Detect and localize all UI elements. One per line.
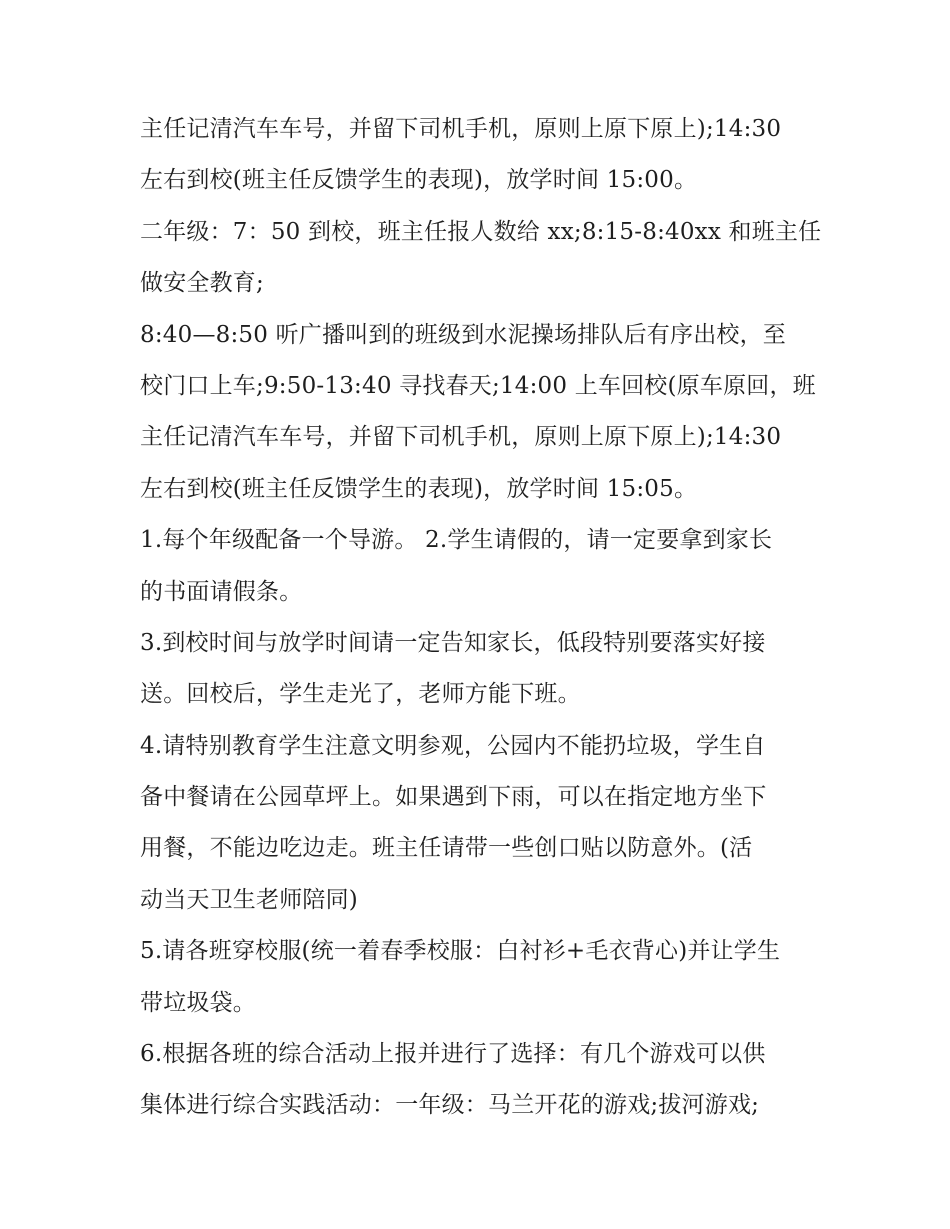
text-line: 校门口上车;9:50-13:40 寻找春天;14:00 上车回校(原车原回，班 [140, 372, 816, 399]
text-line: 主任记清汽车车号，并留下司机手机，原则上原下原上);14:30 [140, 116, 782, 142]
text-line: 二年级：7：50 到校，班主任报人数给 xx;8:15-8:40xx 和班主任 [140, 218, 822, 245]
document-body [140, 104, 820, 1132]
text-line: 送。回校后，学生走光了，老师方能下班。 [140, 681, 581, 708]
text-line: 的书面请假条。 [140, 578, 303, 605]
text-line: 带垃圾袋。 [140, 989, 256, 1016]
text-line: 8:40—8:50 听广播叫到的班级到水泥操场排队后有序出校，至 [140, 321, 787, 348]
text-line: 1.每个年级配备一个导游。 2.学生请假的，请一定要拿到家长 [140, 527, 773, 554]
text-line: 左右到校(班主任反馈学生的表现)，放学时间 15:05。 [140, 475, 698, 502]
text-line: 动当天卫生老师陪同) [140, 886, 358, 913]
text-line: 集体进行综合实践活动：一年级：马兰开花的游戏;拔河游戏; [140, 1092, 760, 1119]
text-line: 左右到校(班主任反馈学生的表现)，放学时间 15:00。 [140, 167, 698, 194]
text-line: 用餐，不能边吃边走。班主任请带一些创口贴以防意外。(活 [140, 835, 753, 862]
text-line: 3.到校时间与放学时间请一定告知家长，低段特别要落实好接 [140, 629, 766, 656]
text-line: 备中餐请在公园草坪上。如果遇到下雨，可以在指定地方坐下 [140, 784, 767, 811]
text-line: 6.根据各班的综合活动上报并进行了选择：有几个游戏可以供 [140, 1041, 766, 1068]
text-line: 主任记清汽车车号，并留下司机手机，原则上原下原上);14:30 [140, 424, 782, 451]
text-line: 做安全教育; [140, 270, 264, 297]
text-line: 4.请特别教育学生注意文明参观，公园内不能扔垃圾，学生自 [140, 732, 766, 759]
text-line: 5.请各班穿校服(统一着春季校服：白衬衫+毛衣背心)并让学生 [140, 938, 781, 965]
